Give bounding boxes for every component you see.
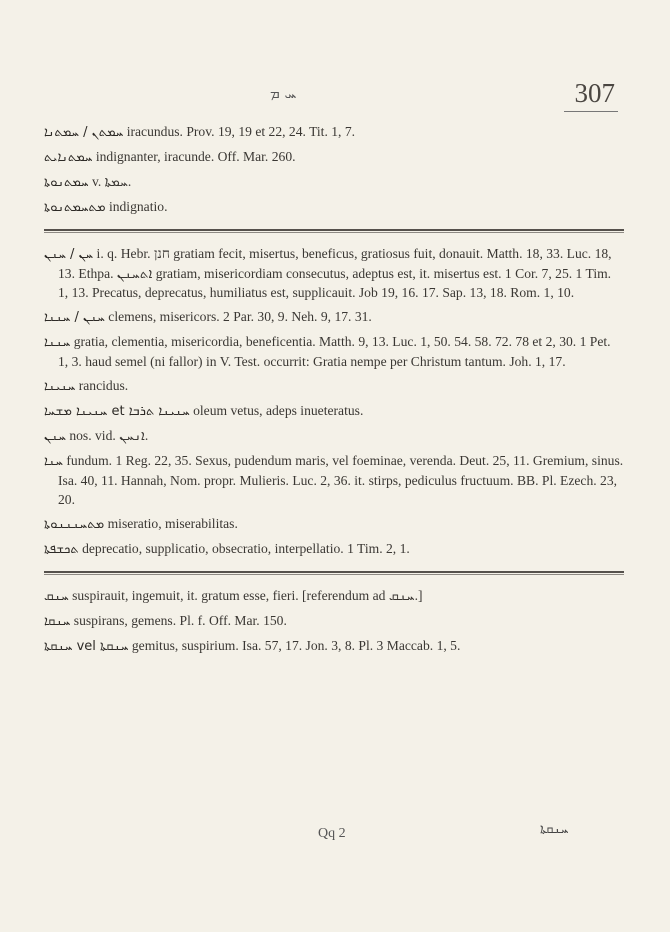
section-divider [44,229,624,233]
page-header [0,78,670,118]
entry-group-2 [44,244,624,559]
dictionary-entry [44,539,624,559]
syriac-headword: ܚܢܝܢܐ [44,379,76,394]
syriac-headword: ܚܡܬܢܘܬܐ [44,175,89,190]
entry-group-3 [44,586,624,656]
dictionary-entry [44,636,624,656]
entry-gloss: fundum. 1 Reg. 22, 35. Sexus, pudendum maris, vel foeminae, verenda. Deut. 25, 11. Gremium, sinus. Isa. 40, 11. Hannah, Nom. propr. Mulieris. Luc. 2, 36. it. stirps, pediculus fructuum. BB. Pl. Ezech. 23, 20. [58,453,624,507]
page-footer [0,822,670,852]
dictionary-entry [44,586,624,606]
syriac-headword: ܬܟܫܦܬܐ [44,542,79,557]
dictionary-entry [44,244,624,302]
syriac-headword: ܚܡܬܢ / ܚܡܬܢܐ [44,125,124,140]
entry-gloss: i. q. Hebr. חנן gratiam fecit, misertus, beneficus, gratiosus fuit, donauit. Matth. 18, 33. Luc. 18, 13. Ethpa. ܐܬܚܢܢ gratiam, misericordiam consecutus, adeptus est, it. misertus est. 1 Cor. 7, 25. 1 Tim. 1, 13. Precatus, deprecatus, humiliatus est, supplicauit. Job 19, 16. 17. Sap. 13, 18. Rom. 1, 10. [58,246,612,300]
entry-gloss: indignatio. [108,199,168,214]
syriac-headword: ܡܬܚܡܬܢܘܬܐ [44,200,106,215]
syriac-headword: ܚܡܬܢܐܝܬ [44,150,93,165]
entry-gloss: oleum vetus, adeps inueteratus. [193,403,364,418]
page-number-underline [564,111,618,112]
entry-gloss: miseratio, miserabilitas. [107,516,238,531]
syriac-headword: ܚܢܢ / ܚܢܢܐ [44,310,105,325]
dictionary-entry [44,332,624,371]
entry-gloss: indignanter, iracunde. Off. Mar. 260. [95,149,296,164]
syriac-headword: ܡܬܚܢܢܢܘܬܐ [44,517,105,532]
entry-gloss: suspirans, gemens. Pl. f. Off. Mar. 150. [73,613,287,628]
dictionary-entry [44,611,624,631]
syriac-headword: ܚܢܢܐ [44,335,71,350]
syriac-headword: ܚܢܩܐ [44,614,71,629]
signature-mark: Qq 2 [318,826,346,841]
syriac-headword: ܚܢܩ [44,589,69,604]
dictionary-entry [44,426,624,446]
section-divider [44,571,624,575]
dictionary-entry [44,451,624,509]
entry-gloss: clemens, misericors. 2 Par. 30, 9. Neh. 9, 17. 31. [108,309,372,324]
entry-gloss: suspirauit, ingemuit, it. gratum esse, fieri. [referendum ad ܚܢܩ.] [72,588,423,603]
entry-gloss: v. ܚܡܬܐ. [91,174,132,189]
entry-gloss: nos. vid. ܐܢܚܢ. [69,428,149,443]
entry-gloss: deprecatio, supplicatio, obsecratio, interpellatio. 1 Tim. 2, 1. [82,541,410,556]
dictionary-entry [44,376,624,396]
running-head: ܚ ܡ [270,84,297,102]
catchword: ܚܢܩܬܐ [540,822,569,837]
entry-gloss: rancidus. [78,378,129,393]
entry-group-1 [44,122,624,217]
syriac-headword: ܚܢܢ [44,429,66,444]
entry-gloss: gemitus, suspirium. Isa. 57, 17. Jon. 3, 8. Pl. 3 Maccab. 1, 5. [131,638,461,653]
dictionary-entry [44,514,624,534]
dictionary-entry [44,122,624,142]
dictionary-entry [44,197,624,217]
dictionary-entry [44,401,624,421]
dictionary-entry [44,147,624,167]
entry-gloss: iracundus. Prov. 19, 19 et 22, 24. Tit. 1, 7. [126,124,356,139]
syriac-headword: ܚܢܩܬܐ vel ܚܢܩܬܐ [44,639,129,654]
syriac-headword: ܚܢ / ܚܢܢ [44,247,94,262]
dictionary-body [44,120,624,661]
page-number: 307 [574,78,615,108]
entry-gloss: gratia, clementia, misericordia, beneficentia. Matth. 9, 13. Luc. 1, 50. 54. 58. 72. 78 et 2, 30. 1 Pet. 1, 3. haud semel (ni fallor) in V. Test. occurrit: Gratia nempe per Christum tantum. Joh. 1, 17. [58,334,611,369]
dictionary-entry [44,172,624,192]
dictionary-entry [44,307,624,327]
syriac-headword: ܚܢܐ [44,454,63,469]
syriac-headword: ܚܢܝܢܐ ܡܫܚܐ et ܚܢܝܢܐ ܬܪܒܐ [44,404,190,419]
